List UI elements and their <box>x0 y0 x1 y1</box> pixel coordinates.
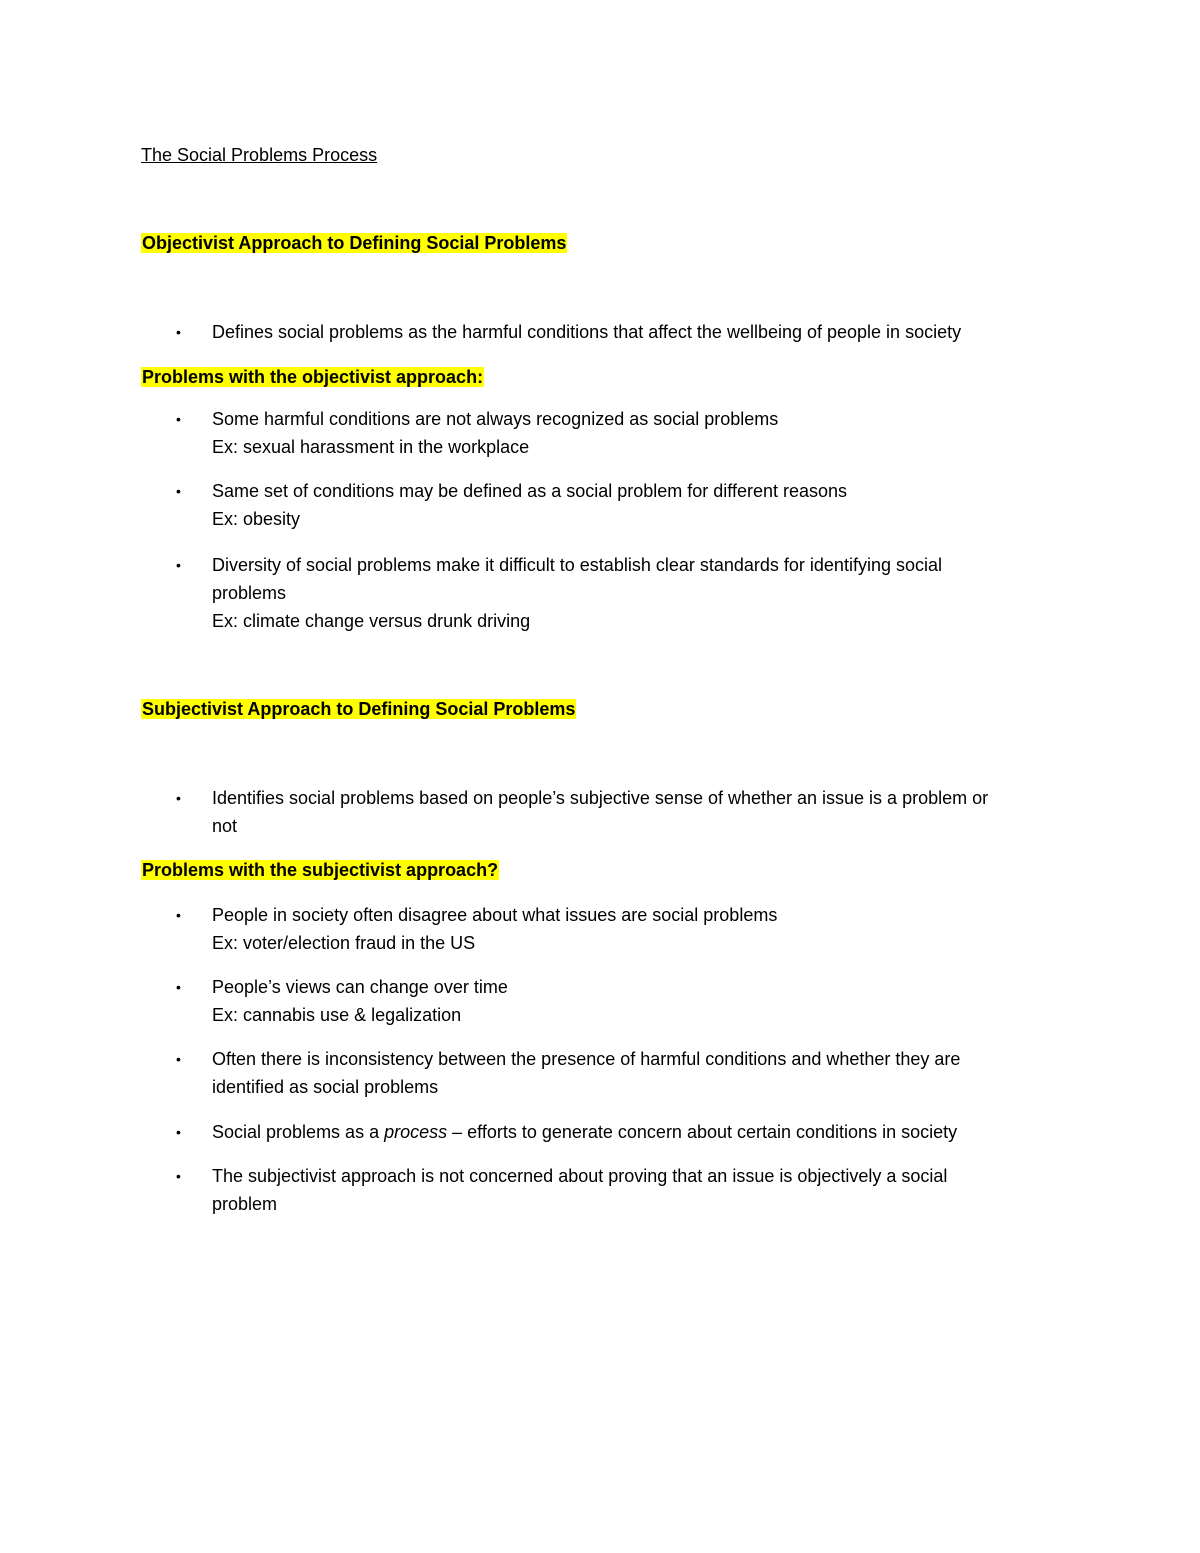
list-item-prefix: Social problems as a <box>212 1122 385 1142</box>
list-item-example: Ex: climate change versus drunk driving <box>212 611 531 631</box>
objectivist-problems-heading-text: Problems with the objectivist approach: <box>142 367 484 387</box>
list-item-text: People in society often disagree about what issues are social problems <box>212 905 778 925</box>
list-item-text: Same set of conditions may be defined as a social problem for different reasons <box>212 481 848 501</box>
bullet-icon: • <box>176 324 181 340</box>
list-item-text: The subjectivist approach is not concerned about proving that an issue is objectively a social <box>212 1166 948 1186</box>
objectivist-problems-heading <box>141 366 484 388</box>
list-item <box>176 1118 1076 1146</box>
subjectivist-definition-text: Identifies social problems based on people’s subjective sense of whether an issue is a problem or <box>212 788 989 808</box>
subjectivist-problems-heading <box>141 859 499 881</box>
subjectivist-problems-heading-text: Problems with the subjectivist approach? <box>142 860 499 880</box>
bullet-icon: • <box>176 979 181 995</box>
bullet-icon: • <box>176 907 181 923</box>
list-item <box>176 551 1076 635</box>
list-item-example: Ex: sexual harassment in the workplace <box>212 437 530 457</box>
subjectivist-heading <box>141 698 576 720</box>
list-item <box>176 1045 1076 1101</box>
objectivist-definition-text: Defines social problems as the harmful conditions that affect the wellbeing of people in society <box>212 322 962 342</box>
list-item-text: Some harmful conditions are not always recognized as social problems <box>212 409 779 429</box>
bullet-icon: • <box>176 411 181 427</box>
bullet-icon: • <box>176 1124 181 1140</box>
objectivist-heading-text: Objectivist Approach to Defining Social Problems <box>142 233 567 253</box>
list-item-suffix: – efforts to generate concern about certain conditions in society <box>447 1122 958 1142</box>
list-item-example: Ex: voter/election fraud in the US <box>212 933 476 953</box>
bullet-icon: • <box>176 1168 181 1184</box>
bullet-icon: • <box>176 557 181 573</box>
list-item-text-continued: problems <box>212 583 287 603</box>
objectivist-definition-item <box>176 318 1076 346</box>
bullet-icon: • <box>176 483 181 499</box>
document-title: The Social Problems Process <box>141 145 378 165</box>
list-item <box>176 1162 1076 1218</box>
list-item-text-continued: identified as social problems <box>212 1077 439 1097</box>
list-item-text: Often there is inconsistency between the presence of harmful conditions and whether they are <box>212 1049 961 1069</box>
list-item-text: Diversity of social problems make it difficult to establish clear standards for identifying social <box>212 555 942 575</box>
list-item <box>176 901 1076 957</box>
list-item-emphasis: process <box>384 1122 448 1142</box>
bullet-icon: • <box>176 790 181 806</box>
list-item <box>176 405 1076 461</box>
subjectivist-definition-text-continued: not <box>212 816 238 836</box>
list-item-text: People’s views can change over time <box>212 977 508 997</box>
list-item <box>176 477 1076 533</box>
list-item <box>176 973 1076 1029</box>
list-item-example: Ex: obesity <box>212 509 301 529</box>
list-item-text <box>212 1118 1076 1146</box>
list-item-example: Ex: cannabis use & legalization <box>212 1005 462 1025</box>
list-item-text-continued: problem <box>212 1194 278 1214</box>
bullet-icon: • <box>176 1051 181 1067</box>
subjectivist-heading-text: Subjectivist Approach to Defining Social Problems <box>142 699 576 719</box>
objectivist-heading <box>141 232 567 254</box>
subjectivist-definition-item <box>176 784 1076 840</box>
